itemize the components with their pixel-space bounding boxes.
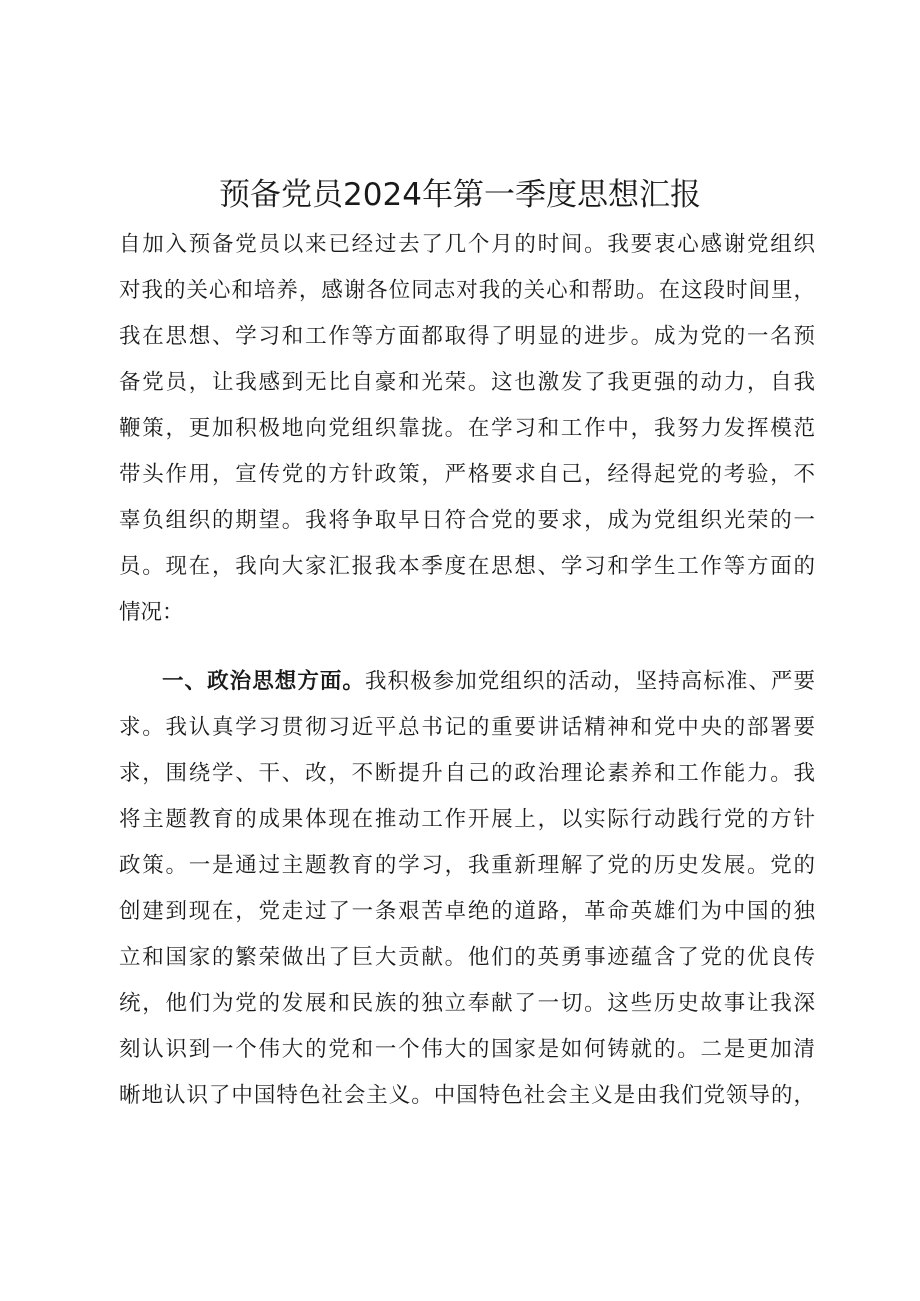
text-line: 创建到现在，党走过了一条艰苦卓绝的道路，革命英雄们为中国的独 <box>119 899 815 924</box>
text-line: 政策。一是通过主题教育的学习，我重新理解了党的历史发展。党的 <box>119 853 815 878</box>
text-line: 立和国家的繁荣做出了巨大贡献。他们的英勇事迹蕴含了党的优良传 <box>119 945 815 970</box>
text-line: 情况： <box>119 600 184 625</box>
text-line: 备党员，让我感到无比自豪和光荣。这也激发了我更强的动力，自我 <box>119 370 815 395</box>
text-line: 将主题教育的成果体现在推动工作开展上，以实际行动践行党的方针 <box>119 807 815 832</box>
paragraph-intro <box>119 222 815 636</box>
document-title: 预备党员2024年第一季度思想汇报 <box>219 177 701 213</box>
section-heading: 一、政治思想方面。 <box>162 669 365 694</box>
text-line: 求，围绕学、干、改，不断提升自己的政治理论素养和工作能力。我 <box>119 761 815 786</box>
text-line: 辜负组织的期望。我将争取早日符合党的要求，成为党组织光荣的一 <box>119 508 815 533</box>
paragraph-political-thought <box>119 659 815 1119</box>
text-line: 对我的关心和培养，感谢各位同志对我的关心和帮助。在这段时间里， <box>119 278 815 303</box>
text-line: 晰地认识了中国特色社会主义。中国特色社会主义是由我们党领导的， <box>119 1083 815 1108</box>
text-line: 刻认识到一个伟大的党和一个伟大的国家是如何铸就的。二是更加清 <box>119 1037 815 1062</box>
text-line <box>119 659 815 705</box>
document-body <box>119 222 815 1119</box>
text-line: 鞭策，更加积极地向党组织靠拢。在学习和工作中，我努力发挥模范 <box>119 416 815 441</box>
text-span: 我积极参加党组织的活动，坚持高标准、严要 <box>364 669 815 694</box>
text-line: 我在思想、学习和工作等方面都取得了明显的进步。成为党的一名预 <box>119 324 815 349</box>
text-line: 员。现在，我向大家汇报我本季度在思想、学习和学生工作等方面的 <box>119 554 815 579</box>
text-line: 自加入预备党员以来已经过去了几个月的时间。我要衷心感谢党组织 <box>119 232 815 257</box>
text-line: 统，他们为党的发展和民族的独立奉献了一切。这些历史故事让我深 <box>119 991 815 1016</box>
text-line: 求。我认真学习贯彻习近平总书记的重要讲话精神和党中央的部署要 <box>119 715 815 740</box>
text-line: 带头作用，宣传党的方针政策，严格要求自己，经得起党的考验，不 <box>119 462 815 487</box>
